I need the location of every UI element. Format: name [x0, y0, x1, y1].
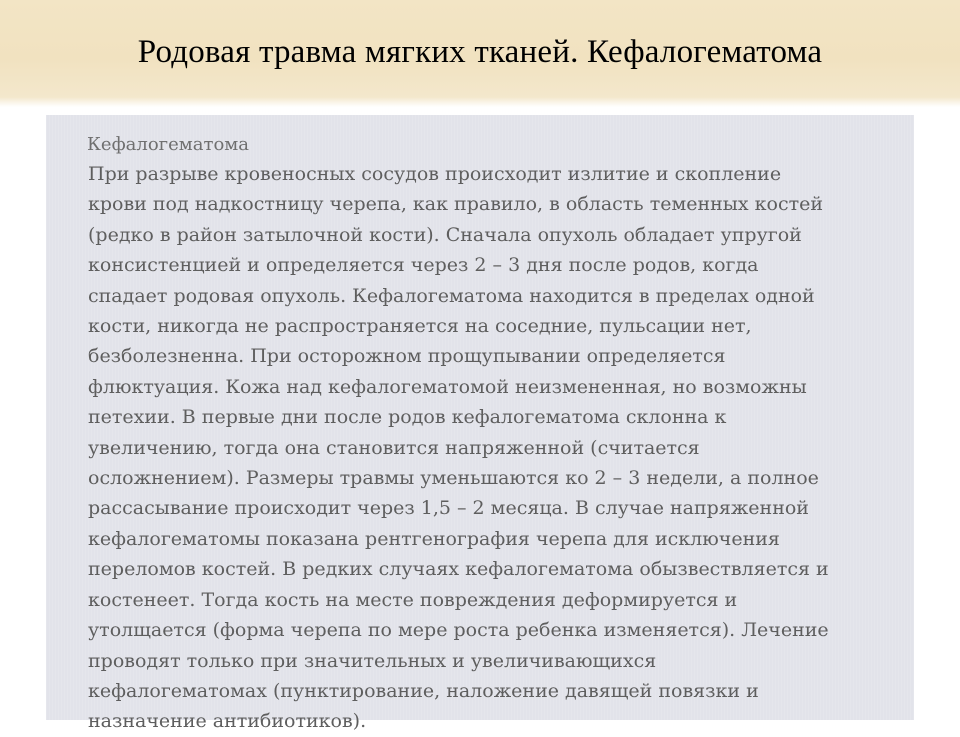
panel-body-text: При разрыве кровеносных сосудов происходит излитие и скопление крови под надкостницу черепа, как правило, в область теменных костей (редко в район затылочной кости). Сначала опухоль обладает упругой консистенцией и определяется через 2 – 3 дня после родов, когда спадает родовая опухоль. Кефалогематома находится в пределах одной кости, никогда не распространяется на соседние, пульсации нет, безболезненна. При осторожном прощупывании определяется флюктуация. Кожа над кефалогематомой неизмененная, но возможны петехии. В первые дни после родов кефалогематома склонна к увеличению, тогда она становится напряженной (считается осложнением). Размеры травмы уменьшаются ко 2 – 3 недели, а полное рассасывание происходит через 1,5 – 2 месяца. В случае напряженной кефалогематомы показана рентгенография черепа для исключения переломов костей. В редких случаях кефалогематома обызвествляется и костенеет. Тогда кость на месте повреждения деформируется и утолщается (форма черепа по мере роста ребенка изменяется). Лечение проводят только при значительных и увеличивающихся кефалогематомах (пунктирование, наложение давящей повязки и назначение антибиотиков). [88, 163, 829, 733]
text-panel [46, 115, 914, 733]
slide-title: Родовая травма мягких тканей. Кефалогематома [137, 34, 823, 70]
panel-heading: Кефалогематома [87, 134, 250, 155]
